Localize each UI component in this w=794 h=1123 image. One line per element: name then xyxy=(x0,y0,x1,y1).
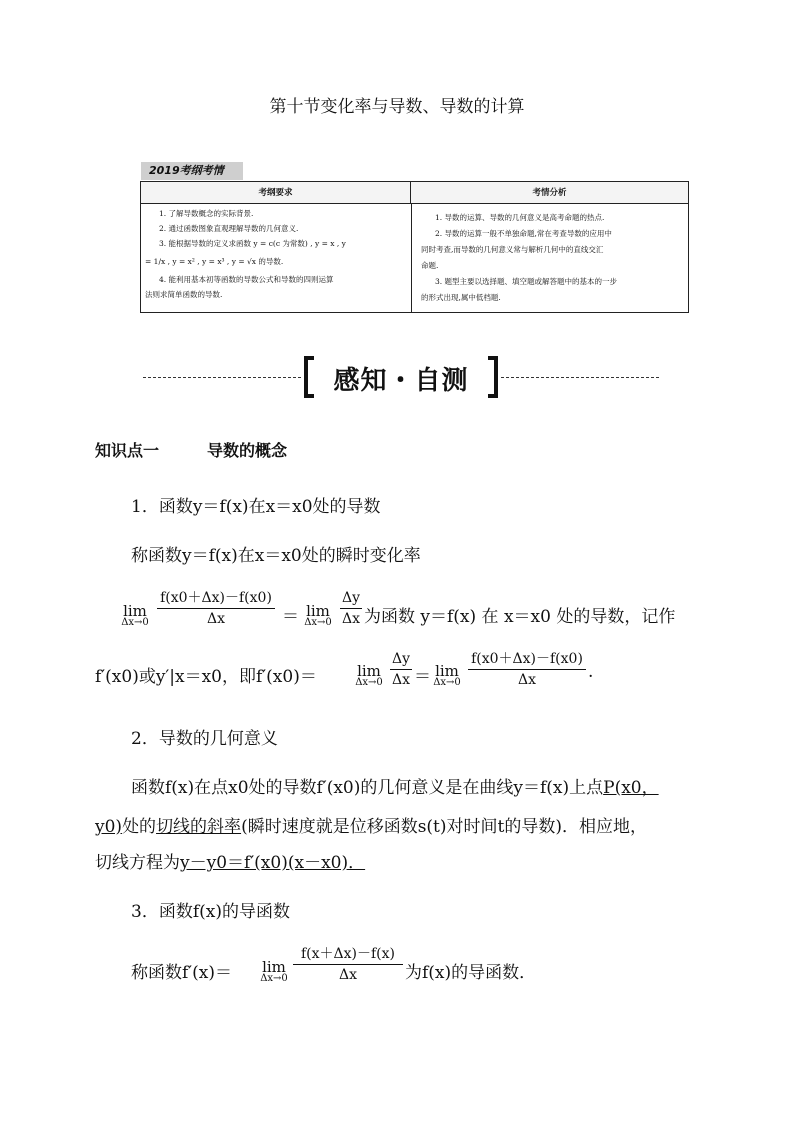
lim-text: lim xyxy=(262,958,286,976)
kp-title: 导数的概念 xyxy=(207,441,288,460)
left-line: 3. 能根据导数的定义求函数 y = c(c 为常数) , y = x , y xyxy=(159,239,346,248)
fraction-4-den: Δx xyxy=(517,672,536,688)
lim-sub: Δx→0 xyxy=(304,617,332,628)
section-banner xyxy=(304,356,498,398)
s2-tangent-underline: y－y0＝f′(x0)(x－x0)． xyxy=(180,853,366,873)
s1-intro: 称函数y＝f(x)在x＝x0处的瞬时变化率 xyxy=(131,546,421,566)
banner-dash-left xyxy=(143,377,301,378)
lim-sub: Δx→0 xyxy=(260,973,288,984)
exam-badge: 2019考纲考情 xyxy=(141,162,243,180)
limit-3 xyxy=(350,662,388,688)
s2-heading: 2．导数的几何意义 xyxy=(131,729,278,749)
exam-header-left: 考纲要求 xyxy=(141,182,411,204)
fraction-2-den: Δx xyxy=(341,611,360,627)
right-line: 的形式出现,属中低档题. xyxy=(421,293,501,302)
fraction-1-den: Δx xyxy=(206,611,225,627)
fraction-5-num: f(x＋Δx)－f(x) xyxy=(300,946,395,962)
right-line: 1. 导数的运算、导数的几何意义是高考命题的热点. xyxy=(435,213,605,222)
period: . xyxy=(588,662,594,682)
left-line: 法则求简单函数的导数. xyxy=(145,290,223,299)
s2-slope-underline: 切线的斜率 xyxy=(156,817,242,837)
s3-text-b: 为f(x)的导函数． xyxy=(405,963,537,983)
fraction-4 xyxy=(468,650,586,689)
fraction-bar xyxy=(340,608,362,609)
s1-heading: 1．函数y＝f(x)在x＝x0处的导数 xyxy=(131,497,381,517)
fraction-2-num: Δy xyxy=(341,590,361,606)
left-line: 4. 能利用基本初等函数的导数公式和导数的四则运算 xyxy=(159,275,334,284)
s3-text-a: 称函数f′(x)＝ xyxy=(131,963,233,983)
left-line: = 1/x , y = x² , y = x³ , y = √x 的导数. xyxy=(145,257,284,266)
fraction-1-num: f(x0＋Δx)－f(x0) xyxy=(160,590,272,606)
s2-text: 处的 xyxy=(122,817,157,837)
equals: ＝ xyxy=(282,607,299,627)
fraction-3-den: Δx xyxy=(391,672,410,688)
lim-text: lim xyxy=(123,602,147,620)
s2-paragraph-2 xyxy=(95,812,647,837)
limit-5 xyxy=(255,958,293,984)
fraction-5-den: Δx xyxy=(338,967,357,983)
s1-tail: 为函数 y＝f(x) 在 x＝x0 处的导数，记作 xyxy=(364,607,676,627)
fraction-bar xyxy=(468,669,586,670)
fraction-bar xyxy=(157,608,275,609)
fraction-1 xyxy=(157,589,275,628)
s2-point-underline: P(x0， xyxy=(603,778,659,798)
right-line: 3. 题型主要以选择题、填空题或解答题中的基本的一步 xyxy=(435,277,618,286)
limit-4 xyxy=(428,662,466,688)
lim-text: lim xyxy=(306,602,330,620)
page-title: 第十节变化率与导数、导数的计算 xyxy=(269,97,525,117)
fraction-2 xyxy=(340,589,362,628)
right-line: 同时考查,而导数的几何意义常与解析几何中的直线交汇 xyxy=(421,245,604,254)
fraction-4-num: f(x0＋Δx)－f(x0) xyxy=(471,651,583,667)
s1-line2: f′(x0)或y′|x＝x0，即f′(x0)＝ xyxy=(95,667,317,687)
exam-header-right: 考情分析 xyxy=(411,182,688,204)
right-line: 2. 导数的运算一般不单独命题,常在考查导数的应用中 xyxy=(435,229,612,238)
lim-sub: Δx→0 xyxy=(433,677,461,688)
kp-label: 知识点一 xyxy=(95,441,160,460)
table-divider xyxy=(411,204,412,312)
banner-text: 感知・自测 xyxy=(333,366,469,396)
left-line: 2. 通过函数图象直观理解导数的几何意义. xyxy=(159,224,299,233)
s2-text: 切线方程为 xyxy=(95,853,180,873)
s2-paragraph-3 xyxy=(95,848,365,873)
limit-1 xyxy=(116,602,154,628)
fraction-3-num: Δy xyxy=(391,651,411,667)
s3-heading: 3．函数f(x)的导函数 xyxy=(131,902,290,922)
banner-dash-right xyxy=(501,377,659,378)
s2-paragraph xyxy=(131,773,659,798)
s2-text: 函数f(x)在点x0处的导数f′(x0)的几何意义是在曲线y＝f(x)上点 xyxy=(131,778,604,798)
exam-table xyxy=(140,181,689,313)
lim-sub: Δx→0 xyxy=(121,617,149,628)
fraction-bar xyxy=(293,964,403,965)
lim-text: lim xyxy=(435,662,459,680)
right-line: 命题. xyxy=(421,261,439,270)
s2-text: (瞬时速度就是位移函数s(t)对时间t的导数)．相应地， xyxy=(241,817,647,837)
equals: ＝ xyxy=(414,667,431,687)
fraction-3 xyxy=(390,650,412,689)
lim-sub: Δx→0 xyxy=(355,677,383,688)
limit-2 xyxy=(299,602,337,628)
left-line: 1. 了解导数概念的实际背景. xyxy=(159,209,254,218)
s2-point-underline: y0) xyxy=(95,817,123,837)
fraction-bar xyxy=(390,669,412,670)
fraction-5 xyxy=(293,945,403,984)
lim-text: lim xyxy=(357,662,381,680)
